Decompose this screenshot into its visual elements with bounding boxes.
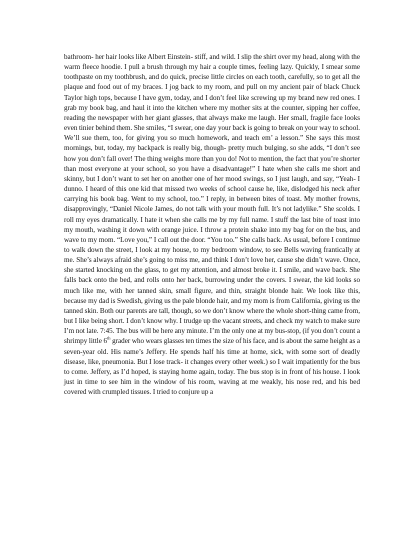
paragraph-text-part2: grader who wears glasses ten times the size of his face, and is about the same height as a seven-year old. His name’s Jeffery. He spends half his time at home, sick, with some sort of deadly disease, like, pneumonia. But I lose track- it changes every other week.) so I wait impatiently for the bus to come. Jeffery, as I’d hoped, is staying home again, today. The bus stop is in front of his house. I look just in time to see him in the window of his room, waving at me weakly, his nose red, and his bed covered with crumpled tissues. I tried to conjure up a xyxy=(64,337,360,397)
paragraph-text-part1: bathroom- her hair looks like Albert Einstein- stiff, and wild. I slip the shirt over my head, along with the warm fleece hoodie. I pull a brush through my hair a couple times, feeling lazy. Quickly, I smear some toothpaste on my toothbrush, and do quick, precise little circles on each tooth, carefully, so to get all the plaque and food out of my braces. I jog back to my room, and pull on my ancient pair of black Chuck Taylor high tops, because I have gym, today, and I don’t feel like screwing up my brand new red ones. I grab my book bag, and haul it into the kitchen where my mother sits at the counter, sipping her coffee, reading the newspaper with her giant glasses, that always make me laugh. Her small, fragile face looks even tinier behind them. She smiles, “I swear, one day your back is going to break on your way to school. We’ll sue them, too, for giving you so much homework, and teach em’ a lesson.” She says this most mornings, but, today, my backpack is really big, though- pretty much bulging, so she adds, “I don’t see how you don’t fall over! The thing weighs more than you do! Not to mention, the fact that you’re shorter than most everyone at your school, so you have a disadvantage!” I hate when she calls me short and skinny, but I don’t want to set her on another one of her mood swings, so I just laugh, and say, “Yeah- I dunno. I heard of this one kid that missed two weeks of school cause he, like, dislodged his neck after carrying his book bag. Went to my school, too.” I reply, in between bites of toast. My mother frowns, disapprovingly, “Daniel Nicole James, do not talk with your mouth full. It’s not ladylike.” She scolds. I roll my eyes dramatically. I hate it when she calls me by my full name. I stuff the last bite of toast into my mouth, washing it down with orange juice. I throw a protein shake into my bag for on the bus, and wave to my mom. “Love you,” I call out the door. “You too.” She calls back. As usual, before I continue to walk down the street, I look at my house, to my bedroom window, to see Bells waving frantically at me. She’s always afraid she’s going to miss me, and think I don’t love her, cause she didn’t wave. Once, she started knocking on the glass, to get my attention, and almost broke it. I smile, and wave back. She falls back onto the bed, and rolls onto her back, burrowing under the covers. I swear, the kid looks so much like me, with her tanned skin, small figure, and thin, straight blonde hair. We look like this, because my dad is Swedish, giving us the pale blonde hair, and my mom is from California, giving us the tanned skin. Both our parents are tall, though, so we don’t know where the whole short-thing came from, but I like being short. I don’t know why. I trudge up the vacant streets, and check my watch to make sure I’m not late. 7:45. The bus will be here any minute. I’m the only one at my bus-stop, (if you don’t count a shrimpy little 6 xyxy=(64,53,360,346)
body-paragraph xyxy=(64,52,360,397)
ordinal-superscript: th xyxy=(107,336,111,342)
